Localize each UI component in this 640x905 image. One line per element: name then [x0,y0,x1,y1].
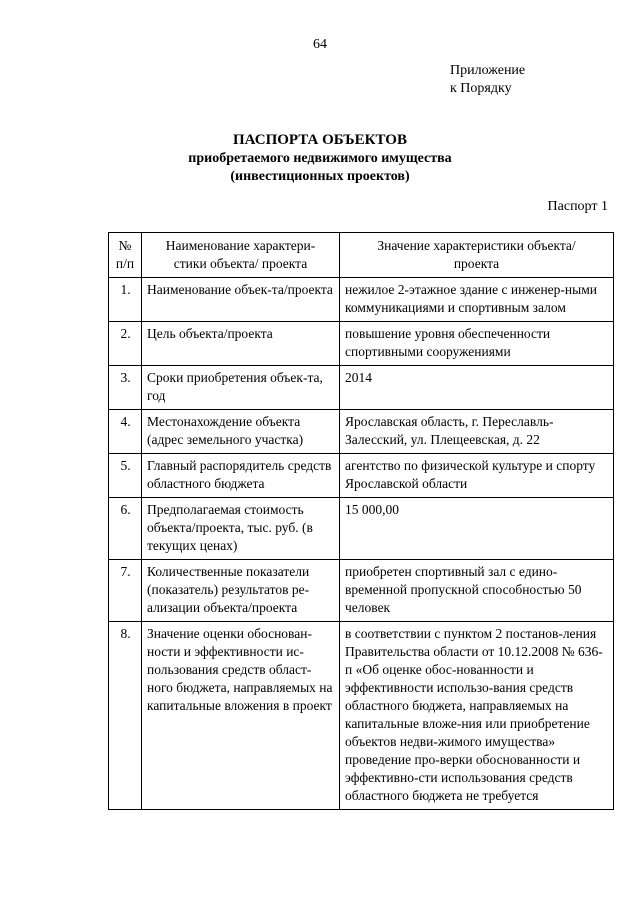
row-number: 6. [109,498,142,560]
row-number: 5. [109,454,142,498]
title-sub-2: (инвестиционных проектов) [230,169,410,184]
row-number: 2. [109,322,142,366]
appendix-line-2: к Порядку [450,81,512,96]
header-name [142,233,340,278]
row-number: 4. [109,410,142,454]
row-value: нежилое 2-этажное здание с инженер-ными коммуникациями и спортивным залом [340,278,614,322]
title-main: ПАСПОРТА ОБЪЕКТОВ [233,132,407,148]
header-name-line-2: стики объекта/ проекта [173,256,308,271]
row-value: Ярославская область, г. Переславль-Залесский, ул. Плещеевская, д. 22 [340,410,614,454]
header-num [109,233,142,278]
table-row [109,454,614,498]
table-row [109,278,614,322]
table-row [109,366,614,410]
header-name-line-1: Наименование характери- [165,238,316,253]
table-header-row [109,233,614,278]
row-characteristic: Наименование объек-та/проекта [142,278,340,322]
row-value: 15 000,00 [340,498,614,560]
row-value: 2014 [340,366,614,410]
passport-table [108,232,614,810]
row-characteristic: Местонахождение объекта (адрес земельного участка) [142,410,340,454]
row-characteristic: Цель объекта/проекта [142,322,340,366]
passport-label: Паспорт 1 [547,199,608,214]
row-characteristic: Сроки приобретения объек-та, год [142,366,340,410]
row-number: 1. [109,278,142,322]
table-row [109,410,614,454]
row-characteristic: Количественные показатели (показатель) результатов ре-ализации объекта/проекта [142,560,340,622]
header-num-line-1: № [118,238,132,253]
row-number: 7. [109,560,142,622]
row-value: повышение уровня обеспеченности спортивными сооружениями [340,322,614,366]
row-characteristic: Значение оценки обоснован-ности и эффективности ис-пользования средств област-ного бюджета, направляемых на капитальные вложения в проект [142,622,340,810]
appendix-note [450,62,525,98]
page-number: 64 [313,37,327,52]
header-value-line-2: проекта [453,256,500,271]
row-characteristic: Главный распорядитель средств областного бюджета [142,454,340,498]
header-num-line-2: п/п [115,256,135,271]
table-row [109,322,614,366]
row-number: 8. [109,622,142,810]
table-row [109,560,614,622]
row-value: агентство по физической культуре и спорту Ярославской области [340,454,614,498]
row-characteristic: Предполагаемая стоимость объекта/проекта, тыс. руб. (в текущих ценах) [142,498,340,560]
row-number: 3. [109,366,142,410]
row-value: приобретен спортивный зал с едино-временной пропускной способностью 50 человек [340,560,614,622]
appendix-line-1: Приложение [450,63,526,78]
table-row [109,498,614,560]
title-sub-1: приобретаемого недвижимого имущества [188,151,452,166]
header-value-line-1: Значение характеристики объекта/ [377,238,576,253]
document-title [0,131,640,186]
header-value [340,233,614,278]
table-row [109,622,614,810]
row-value: в соответствии с пунктом 2 постанов-ления Правительства области от 10.12.2008 № 636-п «Об оценке обос-нованности и эффективности использо-вания средств областного бюджета, направляемых на капитальные вложе-ния или приобретение объектов недви-жимого имущества» проведение про-верки обоснованности и эффективно-сти использования средств областного бюджета не требуется [340,622,614,810]
